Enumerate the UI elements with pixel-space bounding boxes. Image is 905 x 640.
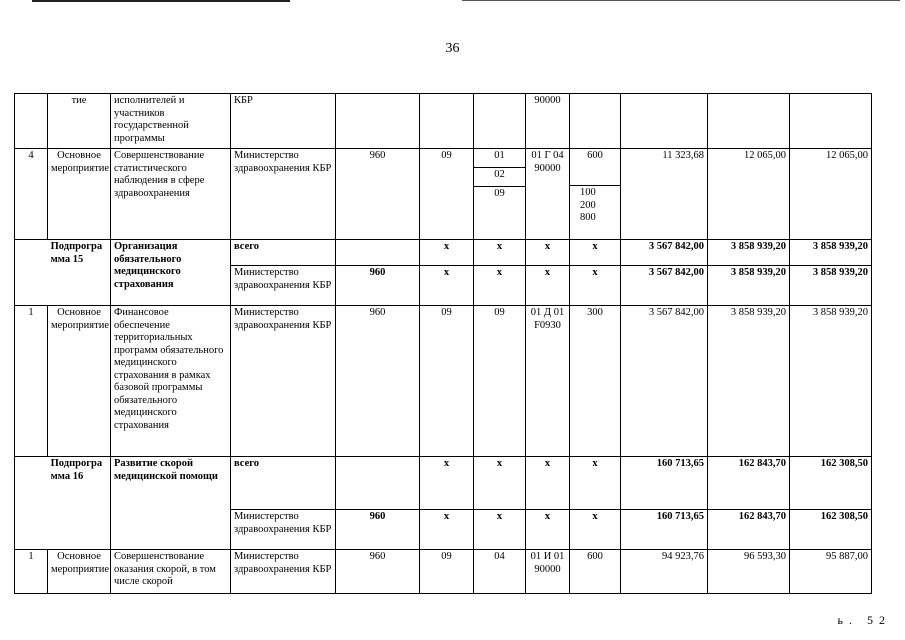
pr-line: 01 bbox=[494, 150, 505, 161]
cell-y3: 95 887,00 bbox=[790, 550, 872, 594]
cell-y2: 3 858 939,20 bbox=[708, 306, 790, 457]
cell-vr: х bbox=[570, 457, 621, 510]
cell-subprogram-label: Подпрограмма 16 bbox=[50, 458, 103, 482]
cell-y2: 162 843,70 bbox=[708, 510, 790, 550]
cell-y3: 3 858 939,20 bbox=[790, 240, 872, 266]
cell-csr: х bbox=[526, 457, 570, 510]
vr-line: 100 200 800 bbox=[570, 185, 620, 226]
cell-vr: х bbox=[570, 510, 621, 550]
cell-exec: Министерство здравоохранения КБР bbox=[231, 149, 336, 240]
pr-line: 02 bbox=[474, 167, 525, 186]
cell-desc: Финансовое обеспечение территориальных программ обязательного медицинского страхования в рамках базовой программы обязательного медицинского страхования bbox=[111, 306, 231, 457]
cell-exec: Министерство здравоохранения КБР bbox=[231, 510, 336, 550]
cell-no-spacer bbox=[15, 457, 48, 484]
cell-y3: 162 308,50 bbox=[790, 510, 872, 550]
cell-y2: 96 593,30 bbox=[708, 550, 790, 594]
cell-name: тие bbox=[48, 94, 111, 149]
cell-vr: х bbox=[570, 266, 621, 306]
cell-y1: 94 923,76 bbox=[621, 550, 708, 594]
cell-rz: х bbox=[420, 240, 474, 266]
cell-csr: х bbox=[526, 240, 570, 266]
cell-y1: 3 567 842,00 bbox=[621, 306, 708, 457]
cell-y1: 3 567 842,00 bbox=[621, 266, 708, 306]
cell-csr: х bbox=[526, 510, 570, 550]
table-row bbox=[15, 240, 872, 266]
cell-y1: 160 713,65 bbox=[621, 457, 708, 510]
cell-y3: 3 858 939,20 bbox=[790, 266, 872, 306]
cell-csr: 01 Г 04 90000 bbox=[526, 149, 570, 240]
cell-y2: 12 065,00 bbox=[708, 149, 790, 240]
cell-desc: Развитие скорой медицинской помощи bbox=[111, 457, 231, 550]
cell-subprogram bbox=[15, 457, 111, 550]
cell-vr bbox=[570, 149, 621, 240]
cell-name: Основное мероприятие bbox=[48, 306, 111, 457]
cell-no: 1 bbox=[15, 306, 48, 457]
top-rule-right bbox=[462, 0, 900, 1]
cell-exec: Министерство здравоохранения КБР bbox=[231, 266, 336, 306]
table-row bbox=[15, 457, 872, 510]
cell-vr: х bbox=[570, 240, 621, 266]
cell-rz bbox=[420, 94, 474, 149]
cell-y1: 160 713,65 bbox=[621, 510, 708, 550]
cell-y1: 3 567 842,00 bbox=[621, 240, 708, 266]
cell-no-spacer bbox=[15, 240, 48, 267]
cell-y3 bbox=[790, 94, 872, 149]
cell-csr: 90000 bbox=[526, 94, 570, 149]
cell-no: 4 bbox=[15, 149, 48, 240]
cell-exec-total: всего bbox=[231, 240, 336, 266]
cell-grbs bbox=[336, 240, 420, 266]
cell-exec-total: всего bbox=[231, 457, 336, 510]
cell-y2: 162 843,70 bbox=[708, 457, 790, 510]
cell-desc: Организация обязательного медицинского страхования bbox=[111, 240, 231, 306]
cell-pr bbox=[474, 94, 526, 149]
cell-y2: 3 858 939,20 bbox=[708, 266, 790, 306]
cell-grbs bbox=[336, 457, 420, 510]
cell-vr: 600 bbox=[570, 550, 621, 594]
cell-csr: х bbox=[526, 266, 570, 306]
cell-pr: 09 bbox=[474, 306, 526, 457]
cell-rz: х bbox=[420, 266, 474, 306]
cell-grbs: 960 bbox=[336, 550, 420, 594]
cell-rz: 09 bbox=[420, 550, 474, 594]
cell-pr: х bbox=[474, 240, 526, 266]
pr-line: 09 bbox=[474, 186, 525, 202]
cell-exec: КБР bbox=[231, 94, 336, 149]
cell-pr bbox=[474, 149, 526, 240]
cell-no: 1 bbox=[15, 550, 48, 594]
cell-pr: х bbox=[474, 510, 526, 550]
cell-desc: исполнителей и участников государственной программы bbox=[111, 94, 231, 149]
cell-subprogram bbox=[15, 240, 111, 306]
cell-vr bbox=[570, 94, 621, 149]
cell-pr: х bbox=[474, 266, 526, 306]
cell-y3: 3 858 939,20 bbox=[790, 306, 872, 457]
vr-line: 600 bbox=[587, 150, 603, 161]
cell-vr: 300 bbox=[570, 306, 621, 457]
table-row bbox=[15, 306, 872, 457]
cell-rz: х bbox=[420, 510, 474, 550]
cell-pr: 04 bbox=[474, 550, 526, 594]
cell-y1 bbox=[621, 94, 708, 149]
cell-y2 bbox=[708, 94, 790, 149]
cell-exec: Министерство здравоохранения КБР bbox=[231, 550, 336, 594]
cell-grbs: 960 bbox=[336, 306, 420, 457]
cell-grbs: 960 bbox=[336, 266, 420, 306]
cell-csr: 01 Д 01 F0930 bbox=[526, 306, 570, 457]
page-number: 36 bbox=[445, 41, 460, 56]
cell-grbs: 960 bbox=[336, 510, 420, 550]
corner-mark: ь. 52 bbox=[837, 613, 891, 627]
cell-y1: 11 323,68 bbox=[621, 149, 708, 240]
cell-name: Основное мероприятие bbox=[48, 149, 111, 240]
budget-table bbox=[14, 93, 872, 594]
cell-rz: 09 bbox=[420, 306, 474, 457]
cell-rz: х bbox=[420, 457, 474, 510]
cell-no bbox=[15, 94, 48, 149]
cell-exec: Министерство здравоохранения КБР bbox=[231, 306, 336, 457]
table-row bbox=[15, 94, 872, 149]
table-row bbox=[15, 149, 872, 240]
cell-csr: 01 И 01 90000 bbox=[526, 550, 570, 594]
cell-desc: Совершенствование оказания скорой, в том числе скорой bbox=[111, 550, 231, 594]
cell-name: Основное мероприятие bbox=[48, 550, 111, 594]
cell-grbs: 960 bbox=[336, 149, 420, 240]
table-row bbox=[15, 550, 872, 594]
cell-rz: 09 bbox=[420, 149, 474, 240]
cell-subprogram-label: Подпрограмма 15 bbox=[50, 241, 103, 265]
cell-desc: Совершенствование статистического наблюдения в сфере здравоохранения bbox=[111, 149, 231, 240]
cell-grbs bbox=[336, 94, 420, 149]
cell-y2: 3 858 939,20 bbox=[708, 240, 790, 266]
cell-y3: 12 065,00 bbox=[790, 149, 872, 240]
cell-pr: х bbox=[474, 457, 526, 510]
top-rule-left bbox=[32, 0, 290, 2]
cell-y3: 162 308,50 bbox=[790, 457, 872, 510]
